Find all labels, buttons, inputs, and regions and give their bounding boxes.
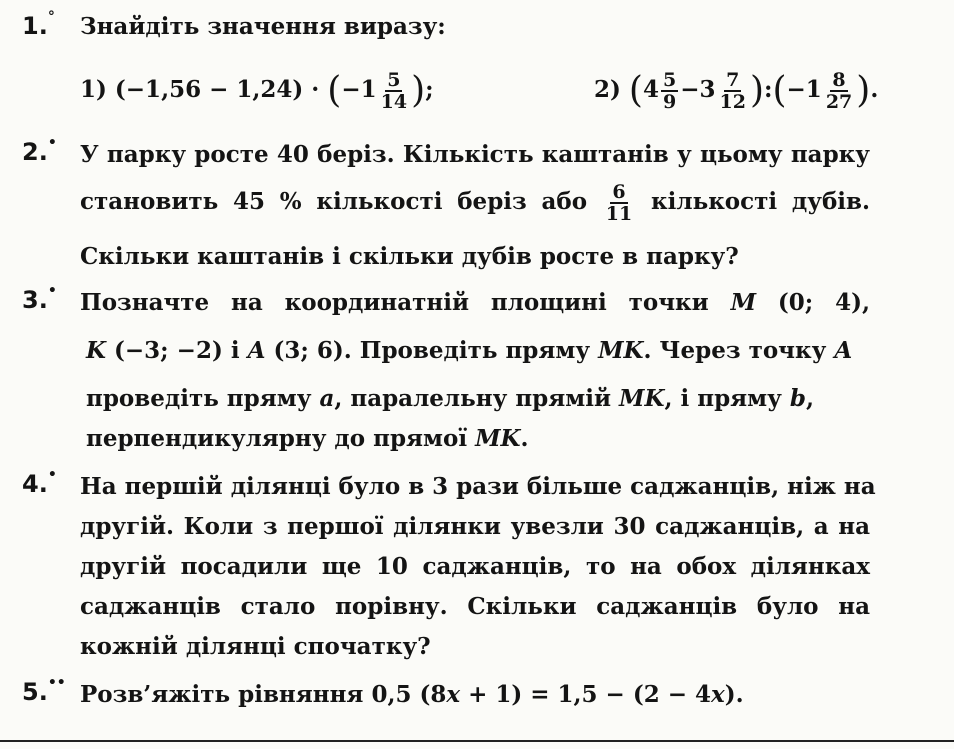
task-number: 5.•• [22, 675, 66, 706]
task-2-line-1: У парку росте 40 беріз. Кількість каштанів у цьому парку [80, 141, 870, 168]
task-3-line-1: Позначте на координатній площині точки M (0; 4), [80, 289, 871, 316]
difficulty-mark: ° [47, 9, 55, 25]
task-number: 4.• [22, 467, 57, 498]
task-number: 3.• [22, 283, 57, 314]
task-number: 1.° [22, 9, 55, 40]
fraction: $\frac{7}{12}$ [719, 69, 746, 113]
fraction: $\frac{8}{27}$ [825, 69, 853, 113]
expression-2: 2) (4 $\frac{5}{9}$ −3 $\frac{7}{12}$ ):(−1 $\frac{8}{27}$ ). [594, 69, 879, 113]
task-3-line-4: перпендикулярну до прямої MK. [86, 425, 529, 452]
task-4-line-3: другій посадили ще 10 саджанців, то на обох ділянках [80, 553, 870, 580]
task-number: 2.• [22, 135, 57, 166]
difficulty-mark: • [47, 283, 57, 299]
difficulty-mark: • [47, 467, 57, 483]
task-5-equation: Розв’яжіть рівняння 0,5 (8x + 1) = 1,5 − (2 − 4x). [80, 681, 744, 708]
task-3-line-3: проведіть пряму a, паралельну прямій MK, і пряму b, [86, 385, 814, 412]
page-edge-rule [0, 740, 954, 742]
expression-1: 1) (−1,56 − 1,24) · (−1 $\frac{5}{14}$ ); [80, 69, 434, 113]
fraction: $\frac{5}{9}$ [662, 69, 677, 113]
fraction: $\frac{5}{14}$ [380, 69, 408, 113]
task-3-line-2: K (−3; −2) і A (3; 6). Проведіть пряму MK. Через точку A [86, 337, 853, 364]
task-2-line-2: становить 45 % кількості беріз або $\frac{6}{11}$ кількості дубів. [80, 181, 871, 225]
task-4-line-2: другій. Коли з першої ділянки увезли 30 саджанців, а на [80, 513, 870, 540]
task-4-line-4: саджанців стало порівну. Скільки саджанців було на [80, 593, 870, 620]
task-4-line-1: На першій ділянці було в 3 рази більше саджанців, ніж на [80, 473, 876, 500]
task-1-prompt: Знайдіть значення виразу: [80, 13, 446, 40]
fraction: $\frac{6}{11}$ [605, 181, 633, 225]
task-4-line-5: кожній ділянці спочатку? [80, 633, 431, 660]
difficulty-mark: • [47, 135, 57, 151]
task-2-line-3: Скільки каштанів і скільки дубів росте в парку? [80, 243, 739, 270]
difficulty-mark: •• [47, 675, 66, 691]
